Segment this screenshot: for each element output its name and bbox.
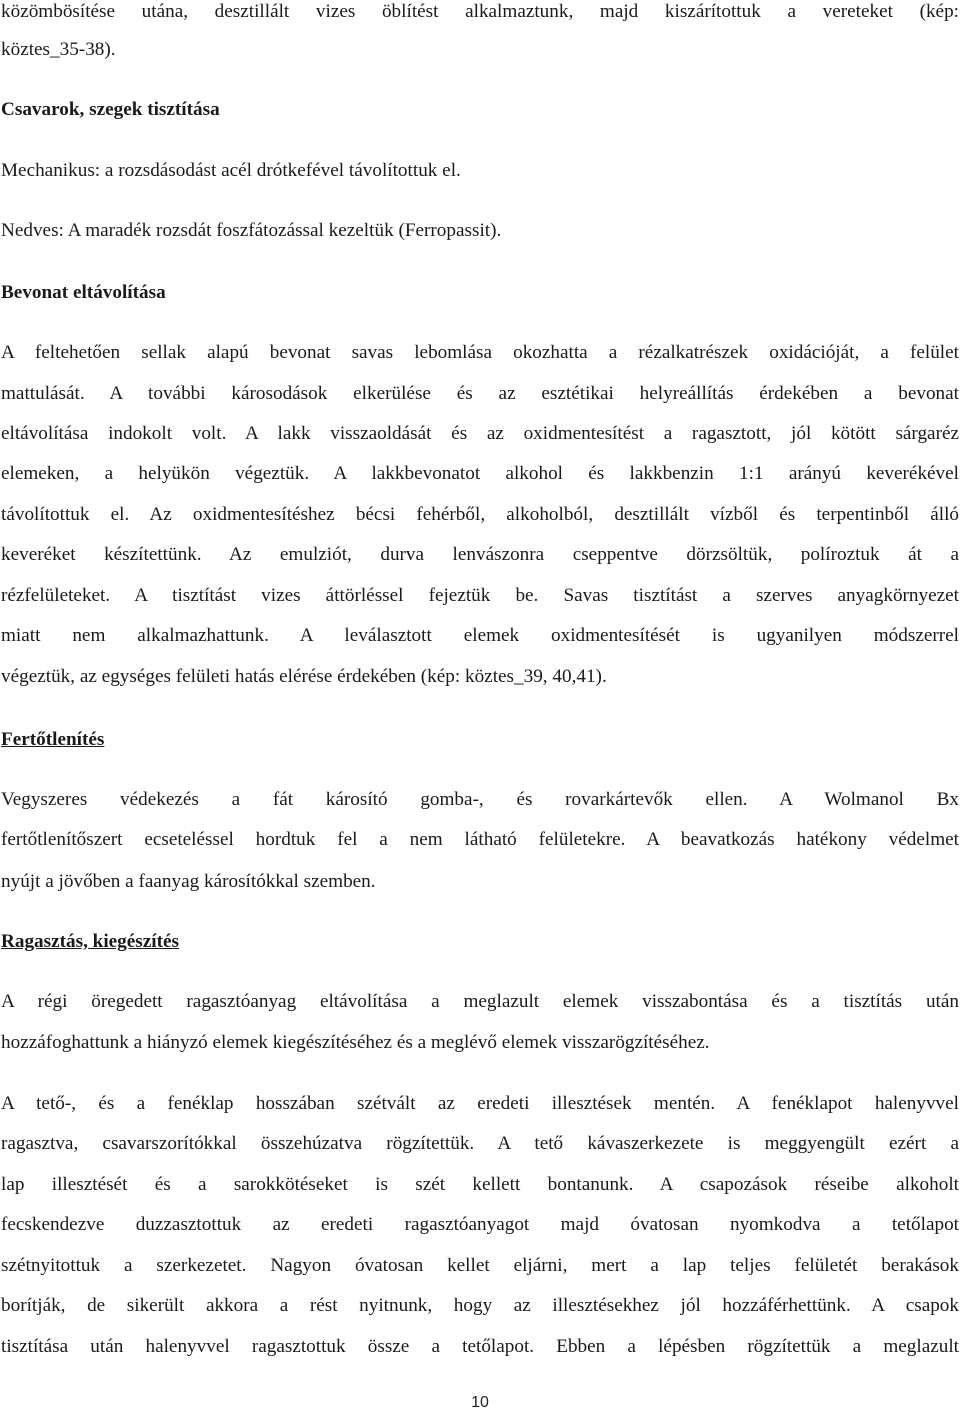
body-line: Mechanikus: a rozsdásodást acél drótkefével távolítottuk el. <box>1 160 461 181</box>
body-line: köztes_35-38). <box>1 39 116 60</box>
body-line: végeztük, az egységes felületi hatás elérése érdekében (kép: köztes_39, 40,41). <box>1 666 607 687</box>
body-line: fecskendezve duzzasztottuk az eredeti ragasztóanyagot majd óvatosan nyomkodva a tetőlapot <box>1 1214 959 1235</box>
section-heading-ragasztas: Ragasztás, kiegészítés <box>1 931 179 952</box>
body-line: mattulását. A további károsodások elkerülése és az esztétikai helyreállítás érdekében a bevonat <box>1 383 959 404</box>
body-line: távolítottuk el. Az oxidmentesítéshez bécsi fehérből, alkoholból, desztillált vízből és terpentinből álló <box>1 504 959 525</box>
page-number: 10 <box>471 1394 489 1411</box>
body-line: közömbösítése utána, desztillált vizes öblítést alkalmaztunk, majd kiszárítottuk a vereteket (kép: <box>1 1 959 22</box>
body-line: szétnyitottuk a szerkezetet. Nagyon óvatosan kellet eljárni, mert a lap teljes felületét berakások <box>1 1255 959 1276</box>
body-line: rézfelületeket. A tisztítást vizes áttörléssel fejeztük be. Savas tisztítást a szerves anyagkörnyezet <box>1 585 959 606</box>
section-heading-fertotlenites: Fertőtlenítés <box>1 729 105 750</box>
body-line: A régi öregedett ragasztóanyag eltávolítása a meglazult elemek visszabontása és a tisztítás után <box>1 991 959 1012</box>
body-line: keveréket készítettünk. Az emulziót, durva lenvászonra cseppentve dörzsöltük, políroztuk át a <box>1 544 959 565</box>
body-line: nyújt a jövőben a faanyag károsítókkal szemben. <box>1 871 376 892</box>
body-line: A tető-, és a fenéklap hosszában szétvált az eredeti illesztések mentén. A fenéklapot halenyvvel <box>1 1093 959 1114</box>
body-line: lap illesztését és a sarokkötéseket is szét kellett bontanunk. A csapozások réseibe alkoholt <box>1 1174 959 1195</box>
body-line: A feltehetően sellak alapú bevonat savas lebomlása okozhatta a rézalkatrészek oxidációját, a felület <box>1 342 959 363</box>
body-line: eltávolítása indokolt volt. A lakk visszaoldását és az oxidmentesítést a ragasztott, jól kötött sárgaréz <box>1 423 959 444</box>
body-line: Vegyszeres védekezés a fát károsító gomba-, és rovarkártevők ellen. A Wolmanol Bx <box>1 789 959 810</box>
body-line: fertőtlenítőszert ecseteléssel hordtuk fel a nem látható felületekre. A beavatkozás hatékony védelmet <box>1 829 959 850</box>
body-line: ragasztva, csavarszorítókkal összehúzatva rögzítettük. A tető kávaszerkezete is meggyengült ezért a <box>1 1133 959 1154</box>
section-heading-bevonat: Bevonat eltávolítása <box>1 282 166 303</box>
body-line: elemeken, a helyükön végeztük. A lakkbevonatot alkohol és lakkbenzin 1:1 arányú keverékével <box>1 463 959 484</box>
body-line: tisztítása után halenyvvel ragasztottuk össze a tetőlapot. Ebben a lépésben rögzítettük a meglazult <box>1 1336 959 1357</box>
body-line: borítják, de sikerült akkora a rést nyitnunk, hogy az illesztésekhez jól hozzáférhettünk. A csapok <box>1 1295 959 1316</box>
body-line: miatt nem alkalmazhattunk. A leválasztott elemek oxidmentesítését is ugyanilyen módszerrel <box>1 625 959 646</box>
body-line: Nedves: A maradék rozsdát foszfátozással kezeltük (Ferropassit). <box>1 220 502 241</box>
body-line: hozzáfoghattunk a hiányzó elemek kiegészítéséhez és a meglévő elemek visszarögzítéséhez. <box>1 1032 710 1053</box>
section-heading-csavarok: Csavarok, szegek tisztítása <box>1 99 220 120</box>
